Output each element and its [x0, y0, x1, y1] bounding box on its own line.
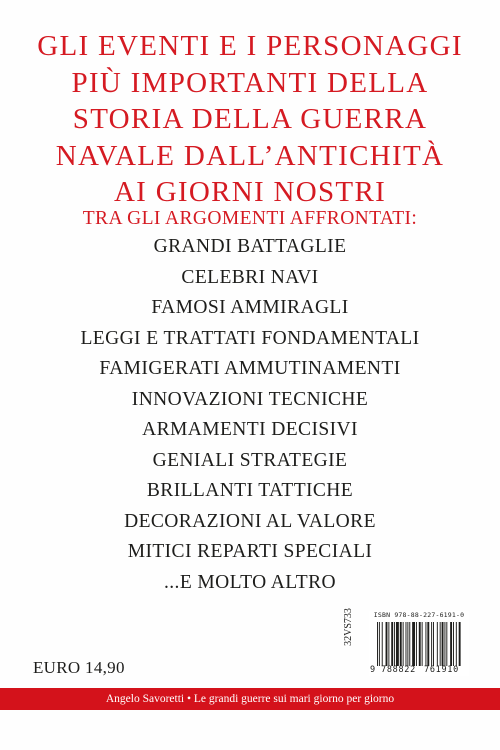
barcode-bar — [442, 622, 444, 666]
topic-item: FAMIGERATI AMMUTINAMENTI — [99, 358, 401, 379]
barcode-bar — [394, 622, 395, 666]
topic-item: DECORAZIONI AL VALORE — [124, 510, 376, 532]
barcode-bar — [382, 622, 383, 666]
barcode-bar — [416, 622, 417, 666]
barcode-bar — [425, 622, 426, 666]
barcode-bar — [422, 622, 423, 666]
barcode-left-group: 788822 — [381, 665, 416, 675]
topic-item: FAMOSI AMMIRAGLI — [151, 297, 349, 318]
topic-item: ...E MOLTO ALTRO — [164, 571, 336, 593]
topic-item: ARMAMENTI DECISIVI — [142, 419, 358, 440]
barcode-bar — [453, 622, 454, 666]
barcode-digits — [369, 665, 469, 676]
barcode-bar — [456, 622, 457, 666]
barcode-bar — [391, 622, 393, 666]
barcode-bar — [388, 622, 389, 666]
barcode-bar — [431, 622, 432, 666]
topic-item: INNOVAZIONI TECNICHE — [131, 388, 369, 410]
topic-item: MITICI REPARTI SPECIALI — [127, 541, 373, 562]
barcode-bar — [403, 622, 404, 666]
barcode-bar — [427, 622, 429, 666]
barcode-bar — [440, 622, 441, 666]
barcode-bar — [386, 622, 388, 666]
barcode-right-group: 761910 — [424, 665, 459, 675]
headline-line: STORIA DELLA GUERRA — [72, 103, 428, 135]
barcode-bars — [377, 622, 461, 666]
headline — [0, 28, 500, 211]
topic-item: LEGGI E TRATTATI FONDAMENTALI — [80, 327, 420, 349]
barcode-bar — [396, 622, 399, 666]
topic-item: CELEBRI NAVI — [181, 266, 319, 288]
isbn-text: ISBN 978-88-227-6191-0 — [373, 611, 465, 619]
barcode-bar — [407, 622, 408, 666]
topic-item: GRANDI BATTAGLIE — [153, 236, 347, 257]
topic-item: BRILLANTI TATTICHE — [146, 480, 354, 501]
barcode-bar — [400, 622, 402, 666]
barcode-bar — [377, 622, 378, 666]
topics-list — [0, 232, 500, 598]
footer-band — [0, 688, 500, 710]
barcode-bar — [450, 622, 452, 666]
barcode-bar — [379, 622, 380, 666]
topics-heading: TRA GLI ARGOMENTI AFFRONTATI: — [82, 208, 418, 229]
price-label: EURO 14,90 — [33, 658, 125, 677]
barcode-bar — [419, 622, 421, 666]
barcode-bar — [409, 622, 410, 666]
headline-line: NAVALE DALL’ANTICHITÀ — [55, 139, 445, 172]
catalog-code: 32VS733 — [343, 608, 354, 646]
footer-text: Angelo Savoretti • Le grandi guerre sui mari giorno per giorno — [105, 693, 395, 705]
barcode-bar — [406, 622, 407, 666]
barcode-bar — [412, 622, 415, 666]
barcode-bar — [437, 622, 438, 666]
isbn-barcode — [369, 611, 469, 676]
headline-line: GLI EVENTI E I PERSONAGGI — [37, 30, 463, 62]
barcode-bar — [459, 622, 461, 666]
barcode-bar — [444, 622, 445, 666]
headline-line: AI GIORNI NOSTRI — [113, 176, 387, 208]
barcode-bar — [446, 622, 447, 666]
topic-item: GENIALI STRATEGIE — [152, 449, 348, 471]
barcode-first-digit: 9 — [370, 665, 376, 675]
headline-line: PIÙ IMPORTANTI DELLA — [71, 66, 429, 99]
barcode-bar — [433, 622, 434, 666]
